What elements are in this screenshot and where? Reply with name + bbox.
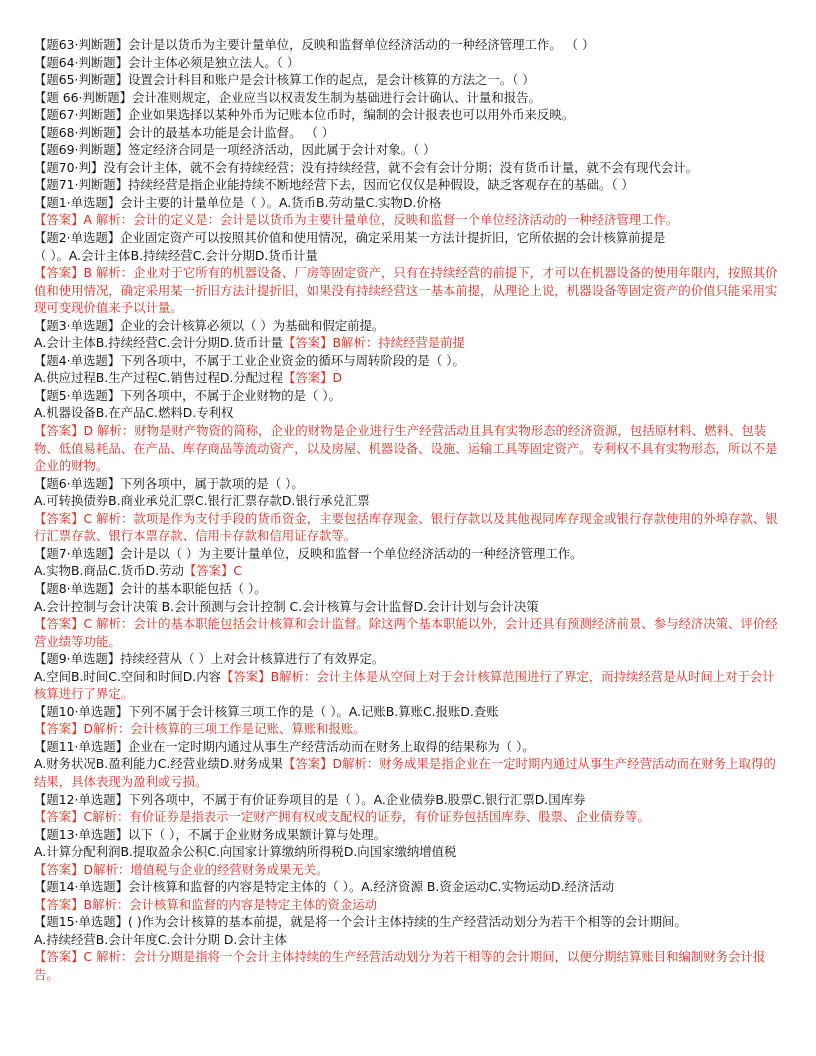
inline-answer: 【答案】B解析：会计主体是从空间上对于会计核算范围进行了界定，而持续经营是从时间上对于会计核算进行了界定。 [34, 668, 775, 702]
line-text: 【题 66·判断题】会计准则规定，企业应当以权责发生制为基础进行会计确认、计量和报告。 [34, 89, 541, 105]
question-line [34, 317, 784, 335]
line-text: 【答案】B 解析：企业对于它所有的机器设备、厂房等固定资产，只有在持续经营的前提下，才可以在机器设备的使用年限内，按照其价值和使用情况，确定采用某一折旧方法计提折旧，如果没有持续经营这一基本前提，从理论上说，机器设备等固定资产的价值只能采用实现可变现价值来予以计量。 [34, 265, 778, 316]
question-line [34, 159, 784, 177]
line-text: 【答案】D 解析：财物是财产物资的简称，企业的财物是企业进行生产经营活动且具有实物形态的经济资源，包括原材料、燃料、包装物、低值易耗品、在产品、库存商品等流动资产，以及房屋、机器设备、设施、运输工具等固定资产。专利权不具有实物形态，所以不是企业的财物。 [34, 423, 778, 474]
inline-answer: 【答案】D解析：财务成果是指企业在一定时期内通过从事生产经营活动而在财务上取得的结果，具体表现为盈利或亏损。 [34, 756, 776, 789]
question-line [34, 475, 784, 493]
document-page [34, 36, 784, 984]
question-line [34, 755, 784, 790]
line-text: 【题14·单选题】会计核算和监督的内容是特定主体的（ ）。A.经济资源 B.资金运动C.实物运动D.经济活动 [34, 879, 615, 895]
question-line [34, 703, 784, 721]
line-text: 【题2·单选题】企业固定资产可以按照其价值和使用情况，确定采用某一方法计提折旧，它所依据的会计核算前提是 [34, 230, 666, 246]
line-text: 【题6·单选题】下列各项中，属于款项的是（ ）。 [34, 475, 304, 491]
line-text: 【答案】A 解析：会计的定义是：会计是以货币为主要计量单位，反映和监督一个单位经济活动的一种经济管理工作。 [34, 212, 679, 228]
question-line [34, 931, 784, 949]
answer-line [34, 948, 784, 983]
line-text: 【题70·判】没有会计主体，就不会有持续经营；没有持续经营，就不会有会计分期；没有货币计量，就不会有现代会计。 [34, 159, 699, 175]
line-text: 【题71·判断题】持续经营是指企业能持续不断地经营下去，因而它仅仅是种假设，缺乏客观存在的基础。（ ） [34, 177, 634, 193]
line-text: A.供应过程B.生产过程C.销售过程D.分配过程 [34, 370, 283, 386]
answer-line [34, 264, 784, 317]
question-line [34, 492, 784, 510]
answer-line [34, 808, 784, 826]
question-line [34, 369, 784, 387]
line-text: 【题15·单选题】( )作为会计核算的基本前提，就是将一个会计主体持续的生产经营活动划分为若干个相等的会计期间。 [34, 914, 687, 930]
line-text: A.计算分配利润B.提取盈余公积C.向国家计算缴纳所得税D.向国家缴纳增值税 [34, 844, 457, 860]
question-line [34, 89, 784, 107]
question-line [34, 668, 784, 703]
line-text: 【答案】C解析：有价证券是指表示一定财产拥有权或支配权的证券，有价证券包括国库券、股票、企业债券等。 [34, 809, 650, 825]
question-line [34, 106, 784, 124]
question-line [34, 843, 784, 861]
line-text: 【题65·判断题】设置会计科目和账户是会计核算工作的起点，是会计核算的方法之一。（ ） [34, 72, 535, 88]
line-text: 【答案】C 解析：会计分期是指将一个会计主体持续的生产经营活动划分为若干相等的会计期间，以便分期结算账目和编制财务会计报告。 [34, 949, 766, 982]
question-line [34, 791, 784, 809]
question-line [34, 54, 784, 72]
line-text: 【题13·单选题】以下（ ），不属于企业财务成果额计算与处理。 [34, 826, 386, 842]
line-text: A.会计主体B.持续经营C.会计分期D.货币计量 [34, 335, 283, 351]
question-line [34, 194, 784, 212]
line-text: A.可转换债券B.商业承兑汇票C.银行汇票存款D.银行承兑汇票 [34, 493, 370, 509]
line-text: 【题69·判断题】签定经济合同是一项经济活动，因此属于会计对象。（ ） [34, 142, 436, 158]
line-text: 【题5·单选题】下列各项中，不属于企业财物的是（ ）。 [34, 387, 341, 403]
line-text: A.机器设备B.在产品C.燃料D.专利权 [34, 405, 234, 421]
line-text: 【题64·判断题】会计主体必须是独立法人。（ ） [34, 54, 300, 70]
question-line [34, 141, 784, 159]
answer-line [34, 896, 784, 914]
question-line [34, 826, 784, 844]
line-text: 【题63·判断题】会计是以货币为主要计量单位，反映和监督单位经济活动的一种经济管理工作。 （ ） [34, 37, 595, 52]
answer-line [34, 211, 784, 229]
question-line [34, 580, 784, 598]
question-line [34, 124, 784, 142]
inline-answer: 【答案】B解析：持续经营是前提 [282, 335, 465, 351]
line-text: 【题11·单选题】企业在一定时期内通过从事生产经营活动而在财务上取得的结果称为（ ）。 [34, 738, 535, 754]
inline-answer: 【答案】D [282, 370, 343, 386]
question-line [34, 387, 784, 405]
question-line [34, 650, 784, 668]
line-text: 【答案】D解析：会计核算的三项工作是记账、算账和报账。 [34, 721, 366, 737]
line-text: 【题3·单选题】企业的会计核算必须以（ ）为基础和假定前提。 [34, 317, 385, 333]
question-line [34, 334, 784, 352]
answer-line [34, 861, 784, 879]
line-text: 【答案】D解析：增值税与企业的经营财务成果无关。 [34, 861, 329, 877]
line-text: 【题7·单选题】会计是以（ ）为主要计量单位，反映和监督一个单位经济活动的一种经济管理工作。 [34, 545, 583, 561]
line-text: A.财务状况B.盈利能力C.经营业绩D.财务成果 [34, 756, 283, 772]
question-line [34, 738, 784, 756]
line-text: 【题4·单选题】下列各项中，不属于工业企业资金的循环与周转阶段的是（ ）。 [34, 352, 465, 368]
question-line [34, 913, 784, 931]
question-line [34, 71, 784, 89]
question-line [34, 229, 784, 247]
answer-line [34, 510, 784, 545]
question-line [34, 36, 784, 54]
inline-answer: 【答案】C [183, 563, 243, 579]
question-line [34, 176, 784, 194]
line-text: （ ）。A.会计主体B.持续经营C.会计分期D.货币计量 [34, 247, 318, 263]
question-line [34, 404, 784, 422]
question-line [34, 352, 784, 370]
answer-line [34, 422, 784, 475]
line-text: A.实物B.商品C.货币D.劳动 [34, 563, 184, 579]
answer-line [34, 720, 784, 738]
question-line [34, 598, 784, 616]
line-text: 【题12·单选题】下列各项中，不属于有价证券项目的是（ ）。A.企业债券B.股票C.银行汇票D.国库券 [34, 791, 586, 807]
line-text: A.空间B.时间C.空间和时间D.内容 [34, 668, 222, 684]
question-line [34, 247, 784, 265]
question-line [34, 878, 784, 896]
line-text: 【题68·判断题】会计的最基本功能是会计监督。 （ ） [34, 124, 335, 140]
answer-line [34, 615, 784, 650]
line-text: 【题8·单选题】会计的基本职能包括（ ）。 [34, 580, 267, 596]
line-text: 【题9·单选题】持续经营从（ ）上对会计核算进行了有效界定。 [34, 651, 385, 667]
line-text: 【答案】B解析：会计核算和监督的内容是特定主体的资金运动 [34, 896, 378, 912]
line-text: 【答案】C 解析：款项是作为支付手段的货币资金，主要包括库存现金、银行存款以及其他视同库存现金或银行存款使用的外埠存款、银行汇票存款、银行本票存款、信用卡存款和信用证存款等。 [34, 510, 778, 544]
line-text: 【题10·单选题】下列不属于会计核算三项工作的是（ ）。A.记账B.算账C.报账D.查账 [34, 703, 499, 719]
line-text: 【题1·单选题】会计主要的计量单位是（ ）。A.货币B.劳动量C.实物D.价格 [34, 194, 442, 210]
question-line [34, 562, 784, 580]
line-text: A.会计控制与会计决策 B.会计预测与会计控制 C.会计核算与会计监督D.会计计划与会计决策 [34, 598, 539, 614]
line-text: 【题67·判断题】企业如果选择以某种外币为记账本位币时，编制的会计报表也可以用外币来反映。 [34, 107, 575, 123]
line-text: A.持续经营B.会计年度C.会计分期 D.会计主体 [34, 931, 287, 947]
question-line [34, 545, 784, 563]
line-text: 【答案】C 解析：会计的基本职能包括会计核算和会计监督。除这两个基本职能以外，会计还具有预测经济前景、参与经济决策、评价经营业绩等功能。 [34, 616, 778, 649]
